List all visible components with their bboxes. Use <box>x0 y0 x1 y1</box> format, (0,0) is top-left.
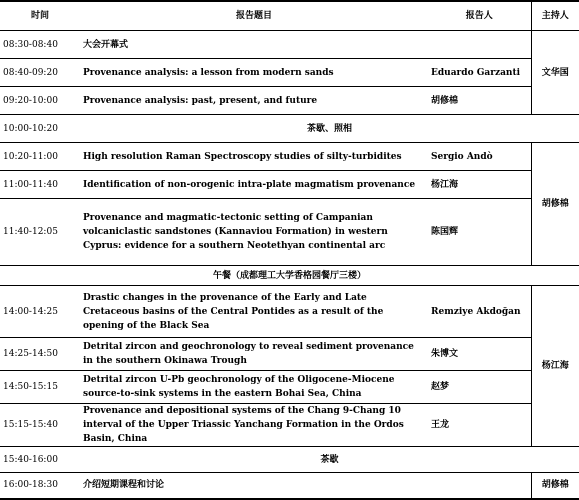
row-time: 14:00-14:25 <box>0 286 80 338</box>
row-speaker <box>428 473 531 499</box>
row-title: Detrital zircon and geochronology to reveal sediment provenance in the southern Okinawa Trough <box>80 338 428 371</box>
header-host: 主持人 <box>531 1 579 31</box>
row-title: 大会开幕式 <box>80 31 428 59</box>
table-row <box>0 171 579 199</box>
row-time: 11:40-12:05 <box>0 199 80 266</box>
row-title: High resolution Raman Spectroscopy studies of silty-turbidites <box>80 143 428 171</box>
lunch-label: 午餐（成都理工大学香格园餐厅三楼） <box>0 266 579 286</box>
break-row <box>0 447 579 473</box>
row-time: 10:20-11:00 <box>0 143 80 171</box>
row-title: Detrital zircon U-Pb geochronology of the Oligocene-Miocene source-to-sink systems in the eastern Bohai Sea, China <box>80 371 428 404</box>
break-row <box>0 115 579 143</box>
lunch-row <box>0 266 579 286</box>
row-speaker: Sergio Andò <box>428 143 531 171</box>
row-time: 08:40-09:20 <box>0 59 80 87</box>
row-speaker: 赵梦 <box>428 371 531 404</box>
table-row <box>0 404 579 447</box>
row-time: 14:50-15:15 <box>0 371 80 404</box>
host-cell: 胡修棉 <box>531 143 579 266</box>
row-speaker <box>428 31 531 59</box>
header-topic: 报告题目 <box>80 1 428 31</box>
row-time: 11:00-11:40 <box>0 171 80 199</box>
table-row <box>0 199 579 266</box>
row-time: 16:00-18:30 <box>0 473 80 499</box>
host-cell: 杨江海 <box>531 286 579 447</box>
row-time: 08:30-08:40 <box>0 31 80 59</box>
row-title: 介绍短期课程和讨论 <box>80 473 428 499</box>
row-time: 15:40-16:00 <box>0 447 80 473</box>
header-row <box>0 1 579 31</box>
table-row <box>0 286 579 338</box>
row-time: 10:00-10:20 <box>0 115 80 143</box>
break-label: 茶歇、照相 <box>80 115 579 143</box>
row-title: Drastic changes in the provenance of the Early and Late Cretaceous basins of the Central Pontides as a result of the opening of the Black Sea <box>80 286 428 338</box>
row-title: Provenance and magmatic-tectonic setting of Campanian volcaniclastic sandstones (Kannaviou Formation) in western Cyprus: evidence for a southern Neotethyan continental arc <box>80 199 428 266</box>
header-speaker: 报告人 <box>428 1 531 31</box>
row-speaker: 胡修棉 <box>428 87 531 115</box>
row-title: Identification of non-orogenic intra-plate magmatism provenance <box>80 171 428 199</box>
table-row <box>0 87 579 115</box>
break-label: 茶歇 <box>80 447 579 473</box>
row-speaker: Remziye Akdoğan <box>428 286 531 338</box>
table-row <box>0 59 579 87</box>
row-speaker: 陈国辉 <box>428 199 531 266</box>
row-speaker: Eduardo Garzanti <box>428 59 531 87</box>
table-row <box>0 371 579 404</box>
table-row <box>0 143 579 171</box>
header-time: 时间 <box>0 1 80 31</box>
row-speaker: 王龙 <box>428 404 531 447</box>
row-title: Provenance and depositional systems of the Chang 9-Chang 10 interval of the Upper Triassic Yanchang Formation in the Ordos Basin, China <box>80 404 428 447</box>
row-time: 15:15-15:40 <box>0 404 80 447</box>
table-row <box>0 338 579 371</box>
table-row <box>0 473 579 499</box>
table-row <box>0 31 579 59</box>
row-title: Provenance analysis: a lesson from modern sands <box>80 59 428 87</box>
host-cell: 胡修棉 <box>531 473 579 499</box>
host-cell: 文华国 <box>531 31 579 115</box>
row-time: 14:25-14:50 <box>0 338 80 371</box>
row-title: Provenance analysis: past, present, and future <box>80 87 428 115</box>
row-speaker: 杨江海 <box>428 171 531 199</box>
row-speaker: 朱博文 <box>428 338 531 371</box>
row-time: 09:20-10:00 <box>0 87 80 115</box>
